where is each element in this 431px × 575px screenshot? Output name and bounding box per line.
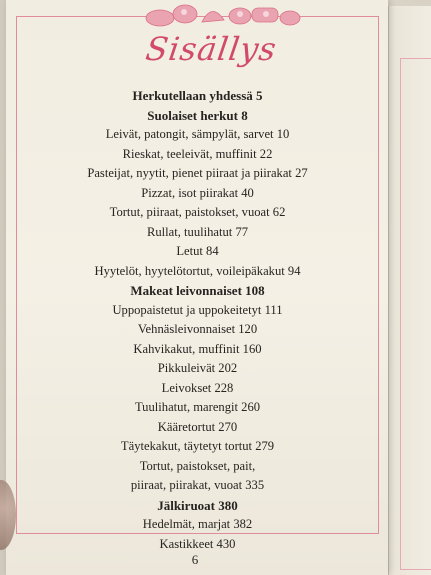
toc-entry: Hedelmät, marjat 382 <box>142 517 253 531</box>
toc-entry: Suolaiset herkut 8 <box>147 107 248 123</box>
toc-entry: Letut 84 <box>176 244 219 258</box>
toc-entry: Pasteijat, nyytit, pienet piiraat ja piirakat 27 <box>87 166 308 180</box>
page-title <box>0 30 431 68</box>
toc-entry: Tuulihatut, marengit 260 <box>134 400 261 414</box>
toc-entry: Hyytelöt, hyytelötortut, voileipäkakut 94 <box>94 263 301 278</box>
toc-entry: Pikkuleivät 202 <box>157 361 238 375</box>
toc-entry: Pizzat, isot piirakat 40 <box>141 185 254 200</box>
toc-entry: Herkutellaan yhdessä 5 <box>132 88 263 103</box>
toc-entry: Tortut, paistokset, pait, <box>139 458 256 473</box>
toc-entry: Jälkiruoat 380 <box>157 497 238 513</box>
toc-entry: Kääretortut 270 <box>157 419 238 434</box>
toc-entry: Vehnäsleivonnaiset 120 <box>137 322 258 336</box>
toc-entry: Kahvikakut, muffinit 160 <box>133 341 262 356</box>
page-title-text: Sisällys <box>143 30 280 68</box>
adjacent-page-frame <box>400 58 431 570</box>
toc-entry: Makeat leivonnaiset 108 <box>130 283 265 298</box>
toc-entry: Rullat, tuulihatut 77 <box>146 224 249 239</box>
pastry-illustration-icon <box>140 0 302 30</box>
table-of-contents <box>20 86 375 554</box>
toc-entry: Täytekakut, täytetyt tortut 279 <box>120 439 275 453</box>
toc-entry: piiraat, piirakat, vuoat 335 <box>130 478 265 492</box>
toc-entry: Tortut, piiraat, paistokset, vuoat 62 <box>109 205 286 219</box>
toc-entry: Rieskat, teeleivät, muffinit 22 <box>122 146 273 161</box>
toc-entry: Uppopaistetut ja uppokeitetyt 111 <box>112 302 283 317</box>
toc-entry: Kastikkeet 430 <box>159 536 236 551</box>
toc-entry: Leivät, patongit, sämpylät, sarvet 10 <box>105 127 290 141</box>
page-number: 6 <box>191 552 199 567</box>
toc-entry: Leivokset 228 <box>161 380 234 395</box>
